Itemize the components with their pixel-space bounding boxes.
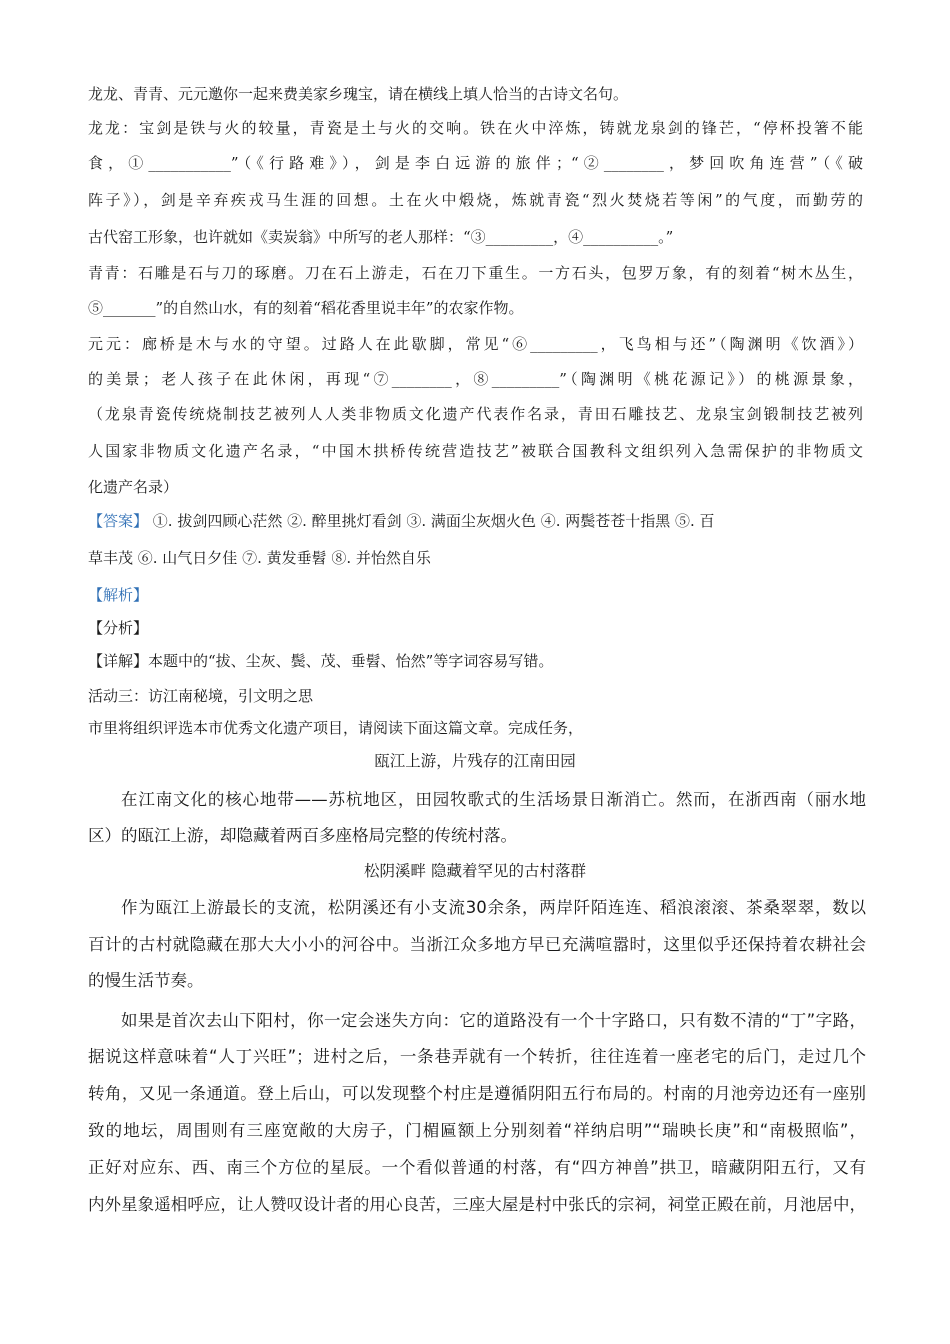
answer-line-2: 草丰茂 ⑥. 山气日夕佳 ⑦. 黄发垂髫 ⑧. 并怡然自乐 xyxy=(88,549,431,567)
article-p2-line-2: 百计的古村就隐藏在那大大小小的河谷中。当浙江众多地方早已充满喧嚣时，这里似乎还保持着农耕社会 xyxy=(88,935,866,954)
article-p3-line-3: 转角，又见一条通道。登上后山，可以发现整个村庄是遵循阴阳五行布局的。村南的月池旁边还有一座别 xyxy=(88,1084,866,1103)
answer-label: 【答案】 xyxy=(88,512,149,530)
answer-line-1 xyxy=(88,510,715,531)
article-p2-line-3: 的慢生活节奏。 xyxy=(88,971,204,990)
activity-title: 活动三：访江南秘境，引文明之思 xyxy=(88,687,314,705)
activity-instruction: 市里将组织评选本市优秀文化遗产项目，请阅读下面这篇文章。完成任务， xyxy=(88,719,584,737)
note-line-3: 化遗产名录） xyxy=(88,478,179,496)
longlong-line-4: 古代窑工形象，也许就如《卖炭翁》中所写的老人那样：“③_________，④__________。” xyxy=(88,228,674,246)
qingqing-line-1: 青青：石雕是石与刀的琢磨。刀在石上游走，石在刀下重生。一方石头，包罗万象，有的刻着“树木丛生， xyxy=(88,264,863,282)
note-line-2: 人国家非物质文化遗产名录，“中国木拱桥传统营造技艺”被联合国教科文组织列入急需保护的非物质文 xyxy=(88,442,863,460)
article-p3-line-1: 如果是首次去山下阳村，你一定会迷失方向：它的道路没有一个十字路口，只有数不清的“丁”字路， xyxy=(121,1011,866,1030)
article-p1-line-1: 在江南文化的核心地带——苏杭地区，田园牧歌式的生活场景日渐消亡。然而，在浙西南（丽水地 xyxy=(121,790,866,809)
qingqing-line-2: ⑤_______”的自然山水，有的刻着“稻花香里说丰年”的农家作物。 xyxy=(88,299,524,317)
article-p1-line-2: 区）的瓯江上游，却隐藏着两百多座格局完整的传统村落。 xyxy=(88,826,517,845)
analysis-label: 【解析】 xyxy=(88,586,149,604)
note-line-1: （龙泉青瓷传统烧制技艺被列人人类非物质文化遗产代表作名录，青田石雕技艺、龙泉宝剑锻制技艺被列 xyxy=(88,405,863,423)
yuanyuan-line-2: 的美景；老人孩子在此休闲，再现“⑦________，⑧_________”（陶渊明《桃花源记》）的桃源景象， xyxy=(88,370,863,388)
article-p2-line-1: 作为瓯江上游最长的支流，松阴溪还有小支流30余条，两岸阡陌连连、稻浪滚滚、茶桑翠翠，数以 xyxy=(121,898,866,917)
article-p3-line-6: 内外星象遥相呼应，让人赞叹设计者的用心良苦，三座大屋是村中张氏的宗祠，祠堂正殿在前，月池居中， xyxy=(88,1195,866,1214)
answer-text-1: ①. 拔剑四顾心茫然 ②. 醉里挑灯看剑 ③. 满面尘灰烟火色 ④. 两鬓苍苍十指黑 ⑤. 百 xyxy=(148,512,715,530)
question-intro: 龙龙、青青、元元邀你一起来费美家乡瑰宝，请在横线上填人恰当的古诗文名句。 xyxy=(88,85,629,103)
article-subtitle: 松阴溪畔 隐藏着罕见的古村落群 xyxy=(364,862,586,880)
fenxi-label: 【分析】 xyxy=(88,619,149,637)
longlong-line-3: 阵子》），剑是辛弃疾戎马生涯的回想。土在火中煅烧，炼就青瓷“烈火焚烧若等闲”的气度，而勤劳的 xyxy=(88,191,863,209)
detail-label: 【详解】 xyxy=(88,652,149,670)
yuanyuan-line-1: 元元：廊桥是木与水的守望。过路人在此歇脚，常见“⑥_________，飞鸟相与还”（陶渊明《饮酒》） xyxy=(88,335,863,353)
article-p3-line-4: 致的地坛，周围则有三座宽敞的大房子，门楣匾额上分别刻着“祥纳启明”“瑞映长庚”和“南极照临”， xyxy=(88,1121,866,1140)
longlong-line-2: 食，①___________”（《行路难》），剑是李白远游的旅伴；“②________，梦回吹角连营”（《破 xyxy=(88,154,863,172)
detail-line xyxy=(88,650,553,671)
article-p3-line-5: 正好对应东、西、南三个方位的星辰。一个看似普通的村落，有“四方神兽”拱卫，暗藏阴阳五行，又有 xyxy=(88,1158,866,1177)
article-title: 瓯江上游，片残存的江南田园 xyxy=(374,752,576,770)
detail-text: 本题中的“拔、尘灰、鬓、茂、垂髫、怡然”等字词容易写错。 xyxy=(148,652,554,670)
article-p3-line-2: 据说这样意味着“人丁兴旺”；进村之后，一条巷弄就有一个转折，往往连着一座老宅的后门，走过几个 xyxy=(88,1047,866,1066)
longlong-line-1: 龙龙：宝剑是铁与火的较量，青瓷是土与火的交响。铁在火中淬炼，铸就龙泉剑的锋芒，“停杯投箸不能 xyxy=(88,119,863,137)
